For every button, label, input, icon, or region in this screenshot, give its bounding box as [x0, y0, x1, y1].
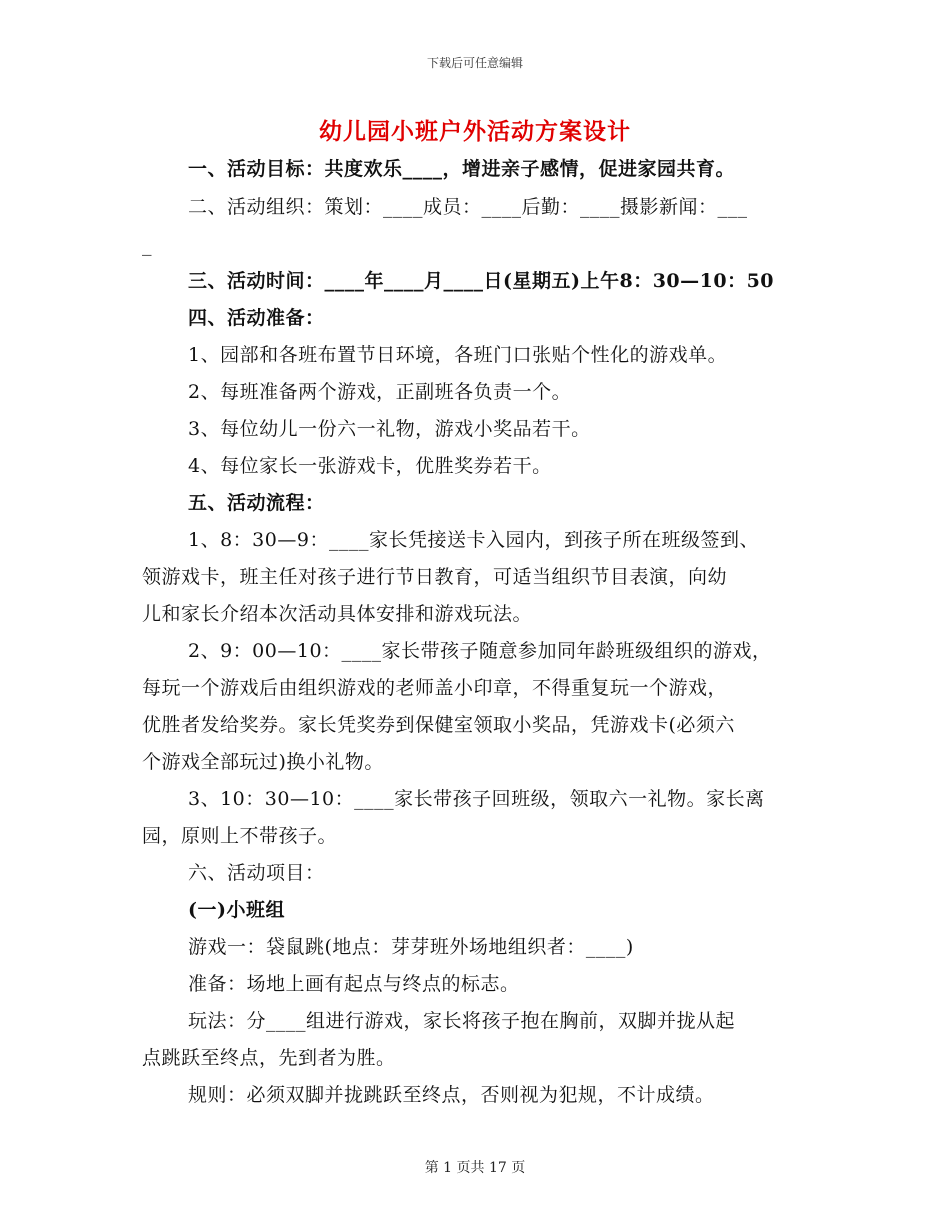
process-item-2-cont: 每玩一个游戏后由组织游戏的老师盖小印章，不得重复玩一个游戏，	[142, 677, 728, 699]
small-class-group-heading: (一)小班组	[188, 899, 285, 921]
prep-item-2: 2、每班准备两个游戏，正副班各负责一个。	[188, 381, 572, 403]
organization-line-cont: _	[142, 234, 152, 256]
process-item-2-cont: 优胜者发给奖券。家长凭奖券到保健室领取小奖品，凭游戏卡(必须六	[142, 714, 735, 736]
time-line: 三、活动时间：____年____月____日(星期五)上午8：30—10：50	[188, 270, 775, 292]
process-item-3-cont: 园，原则上不带孩子。	[142, 825, 338, 847]
header-note: 下载后可任意编辑	[426, 56, 523, 70]
process-item-1: 1、8：30—9：____家长凭接送卡入园内，到孩子所在班级签到、	[188, 529, 759, 551]
page-footer: 第 1 页共 17 页	[424, 1160, 526, 1176]
projects-heading: 六、活动项目：	[188, 862, 325, 884]
prep-item-4: 4、每位家长一张游戏卡，优胜奖券若干。	[188, 455, 552, 477]
game-one-rules: 规则：必须双脚并拢跳跃至终点，否则视为犯规，不计成绩。	[188, 1084, 715, 1106]
prep-heading: 四、活动准备：	[188, 307, 325, 329]
goal-line: 一、活动目标：共度欢乐____，增进亲子感情，促进家园共育。	[188, 158, 736, 180]
document-title: 幼儿园小班户外活动方案设计	[319, 118, 631, 145]
prep-item-1: 1、园部和各班布置节日环境，各班门口张贴个性化的游戏单。	[188, 344, 728, 366]
organization-line: 二、活动组织：策划：____成员：____后勤：____摄影新闻：___	[188, 196, 748, 218]
process-item-1-cont: 领游戏卡，班主任对孩子进行节日教育，可适当组织节目表演，向幼	[142, 566, 728, 588]
process-item-2-cont: 个游戏全部玩过)换小礼物。	[142, 751, 384, 773]
process-heading: 五、活动流程：	[188, 492, 325, 514]
game-one-preparation: 准备：场地上画有起点与终点的标志。	[188, 973, 520, 995]
process-item-2: 2、9：00—10：____家长带孩子随意参加同年龄班级组织的游戏，	[188, 640, 772, 662]
process-item-1-cont: 儿和家长介绍本次活动具体安排和游戏玩法。	[142, 603, 533, 625]
process-item-3: 3、10：30—10：____家长带孩子回班级，领取六一礼物。家长离	[188, 788, 765, 810]
prep-item-3: 3、每位幼儿一份六一礼物，游戏小奖品若干。	[188, 418, 591, 440]
game-one-title: 游戏一：袋鼠跳(地点：芽芽班外场地组织者：____)	[188, 936, 634, 958]
game-one-play-cont: 点跳跃至终点，先到者为胜。	[142, 1047, 396, 1069]
game-one-play: 玩法：分____组进行游戏，家长将孩子抱在胸前，双脚并拢从起	[188, 1010, 736, 1032]
